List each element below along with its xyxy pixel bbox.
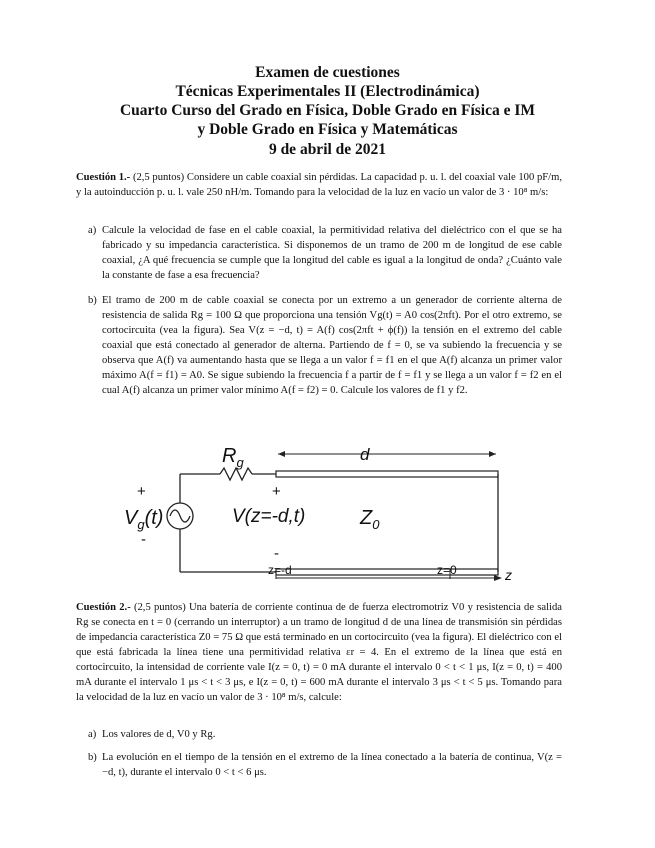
item-label: a) xyxy=(88,225,97,236)
degree-line: Cuarto Curso del Grado en Física, Doble Grado en Física e IM xyxy=(119,102,536,119)
plus-source: + xyxy=(137,483,146,500)
z-axis-label: z xyxy=(505,567,512,583)
d-label: d xyxy=(360,445,370,464)
exam-title: Examen de cuestiones xyxy=(255,64,400,81)
question-2a xyxy=(88,727,562,742)
vg-label: $V_g(t)$ xyxy=(124,507,164,532)
question-1b-text: El tramo de 200 m de cable coaxial se conecta por un extremo a un generador de corriente alterna de resistencia de salida Rg = 100 Ω que proporciona una tensión Vg(t) = A0 cos(2πft). Por el otro extremo, se cortocircuita (vea la figura). Sea V(z = −d, t) = A(f) cos(2πft + ϕ(f)) la tensión en el extremo del cable coaxial que está conectado al generador de alterna. Partiendo de f = 0, se va subiendo la frecuencia y se observa que A(f) va aumentando hasta que se llega a un valor f = f1 en el que A(f) alcanza un primer valor máximo A(f = f1) = A0. Se sigue subiendo la frecuencia f a partir de f = f1 y se llega a un valor f = f2 en el cual A(f) alcanza un primer valor mínimo A(f = f2) = 0. Calcule los valores de f1 y f2. xyxy=(102,295,562,396)
question-2b xyxy=(88,750,562,780)
degree-line-2: y Doble Grado en Física y Matemáticas xyxy=(197,121,458,138)
z-axis-arrow-head xyxy=(494,575,502,581)
question-2-intro xyxy=(76,600,562,705)
question-2-label: Cuestión 2.- xyxy=(76,602,131,613)
z0-label: $Z_0$ xyxy=(360,507,380,532)
question-1-text: (2,5 puntos) Considere un cable coaxial sin pérdidas. La capacidad p. u. l. del coaxial vale 100 pF/m, y la autoinducción p. u. l. vale 250 nH/m. Tomando para la velocidad de la luz en vacío un valor de 3 · 10⁸ m/s: xyxy=(76,172,562,198)
vz-label: V(z=-d,t) xyxy=(232,506,306,527)
z-zero-label: z=0 xyxy=(437,563,457,577)
z-neg-d-label: z=-d xyxy=(268,563,292,577)
arrow-head-right xyxy=(489,451,496,457)
arrow-head-left xyxy=(278,451,285,457)
item-label: b) xyxy=(88,752,97,763)
minus-source: - xyxy=(141,531,146,548)
line-bottom-conductor xyxy=(276,569,498,575)
line-top-conductor xyxy=(276,471,498,477)
circuit-figure xyxy=(0,432,655,592)
question-2a-text: Los valores de d, V0 y Rg. xyxy=(102,729,216,740)
question-1-intro xyxy=(76,170,562,200)
item-label: b) xyxy=(88,295,97,306)
minus-line: - xyxy=(274,545,279,562)
question-1b xyxy=(88,293,562,398)
question-1-label: Cuestión 1.- xyxy=(76,172,131,183)
plus-line: + xyxy=(272,483,281,500)
question-2-text: (2,5 puntos) Una batería de corriente continua de de fuerza electromotriz V0 y resistencia de salida Rg se conecta en t = 0 (cerrando un interruptor) a un tramo de longitud d de una línea de transmisión sin pérdidas de impedancia característica Z0 = 75 Ω que está terminado en un cortocircuito (vea la figura). El dieléctrico con el que está fabricada la línea tiene una permitividad relativa εr = 4. En el extremo de la línea que está en cortocircuito, la intensidad de corriente vale I(z = 0, t) = 0 mA durante el intervalo 0 < t < 1 μs, I(z = 0, t) = 400 mA durante el intervalo 1 μs < t < 3 μs, e I(z = 0, t) = 600 mA durante el intervalo 3 μs < t < 5 μs. Tomando para la velocidad de la luz en vacío un valor de 3 · 10⁸ m/s, calcule: xyxy=(76,602,562,703)
question-1a xyxy=(88,223,562,283)
course-title: Técnicas Experimentales II (Electrodinámica) xyxy=(175,83,480,100)
question-1a-text: Calcule la velocidad de fase en el cable coaxial, la permitividad relativa del dieléctrico con el que se ha fabricado y su impedancia característica. Si disponemos de un tramo de 200 m de longitud de ese cable coaxial, ¿A qué frecuencia se cumple que la longitud del cable es igual a la longitud de onda? ¿Cuánto vale la constante de fase a esa frecuencia? xyxy=(102,225,562,281)
item-label: a) xyxy=(88,729,97,740)
rg-label: $R_g$ xyxy=(222,445,244,470)
question-2b-text: La evolución en el tiempo de la tensión en el extremo de la línea conectado a la batería de continua, V(z = −d, t), durante el intervalo 0 < t < 6 μs. xyxy=(102,752,562,778)
exam-date: 9 de abril de 2021 xyxy=(268,141,387,158)
